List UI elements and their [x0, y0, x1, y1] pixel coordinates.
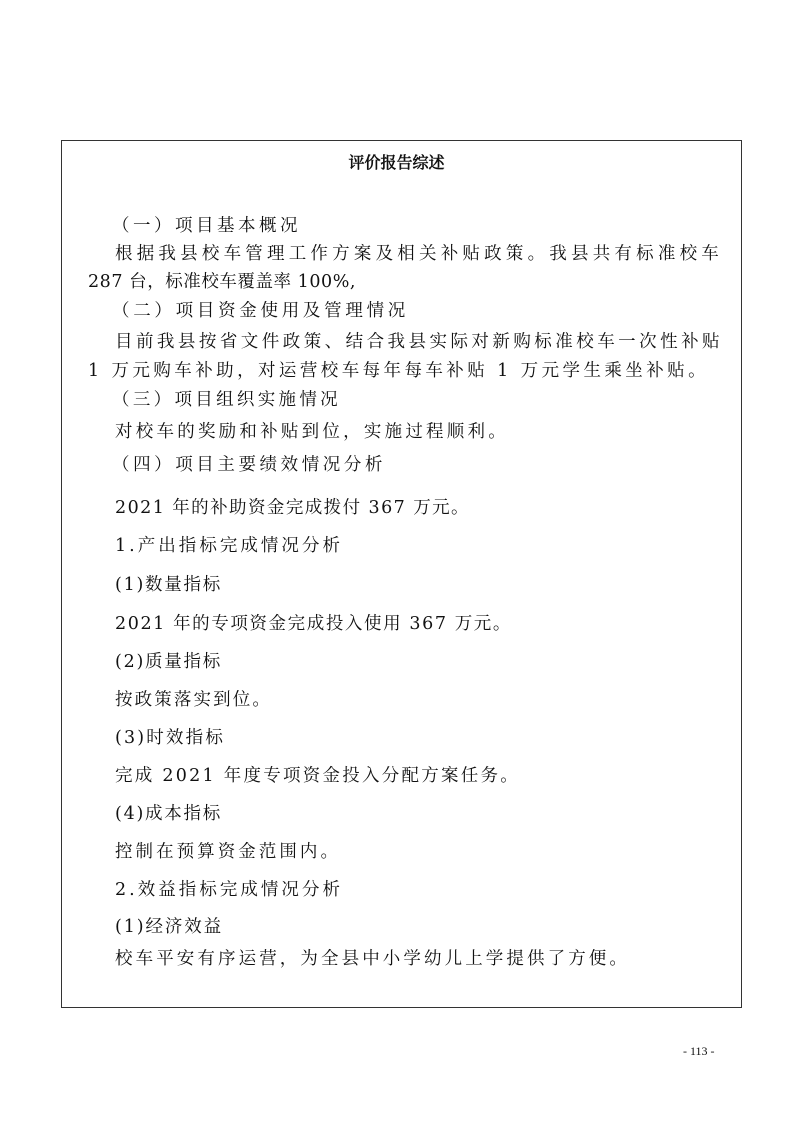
text-line: 1.产出指标完成情况分析: [115, 536, 343, 556]
page-number: - 113 -: [683, 1044, 715, 1058]
text-line: (2)质量指标: [115, 652, 222, 672]
text-line: 2.效益指标完成情况分析: [115, 880, 343, 900]
text-line: (1)数量指标: [115, 575, 222, 595]
text-line: 控制在预算资金范围内。: [115, 842, 341, 862]
text-line: 校车平安有序运营，为全县中小学幼儿上学提供了方便。: [115, 949, 630, 969]
text-line: (4)成本指标: [115, 804, 222, 824]
text-line: 2021 年的补助资金完成拨付 367 万元。: [115, 498, 470, 518]
text-line: 完成 2021 年度专项资金投入分配方案任务。: [115, 766, 520, 786]
text-line: 目前我县按省文件政策、结合我县实际对新购标准校车一次性补贴: [115, 332, 723, 352]
text-line: 对校车的奖励和补贴到位，实施过程顺利。: [115, 422, 509, 442]
text-line: (1)经济效益: [115, 917, 223, 937]
text-line: 根据我县校车管理工作方案及相关补贴政策。我县共有标准校车: [115, 244, 723, 264]
content-frame: [61, 140, 742, 1008]
text-line: (3)时效指标: [115, 728, 225, 748]
section-heading: （二）项目资金使用及管理情况: [112, 301, 409, 321]
text-line: 287 台，标准校车覆盖率 100%,: [88, 272, 356, 292]
section-heading: （四）项目主要绩效情况分析: [112, 455, 386, 475]
section-heading: （三）项目组织实施情况: [112, 390, 341, 410]
text-line: 2021 年的专项资金完成投入使用 367 万元。: [115, 614, 512, 634]
section-heading: （一）项目基本概况: [112, 216, 301, 236]
text-line: 1 万元购车补助，对运营校车每年每车补贴 1 万元学生乘坐补贴。: [88, 361, 709, 381]
page-title: 评价报告综述: [348, 153, 445, 172]
text-line: 按政策落实到位。: [115, 690, 272, 710]
